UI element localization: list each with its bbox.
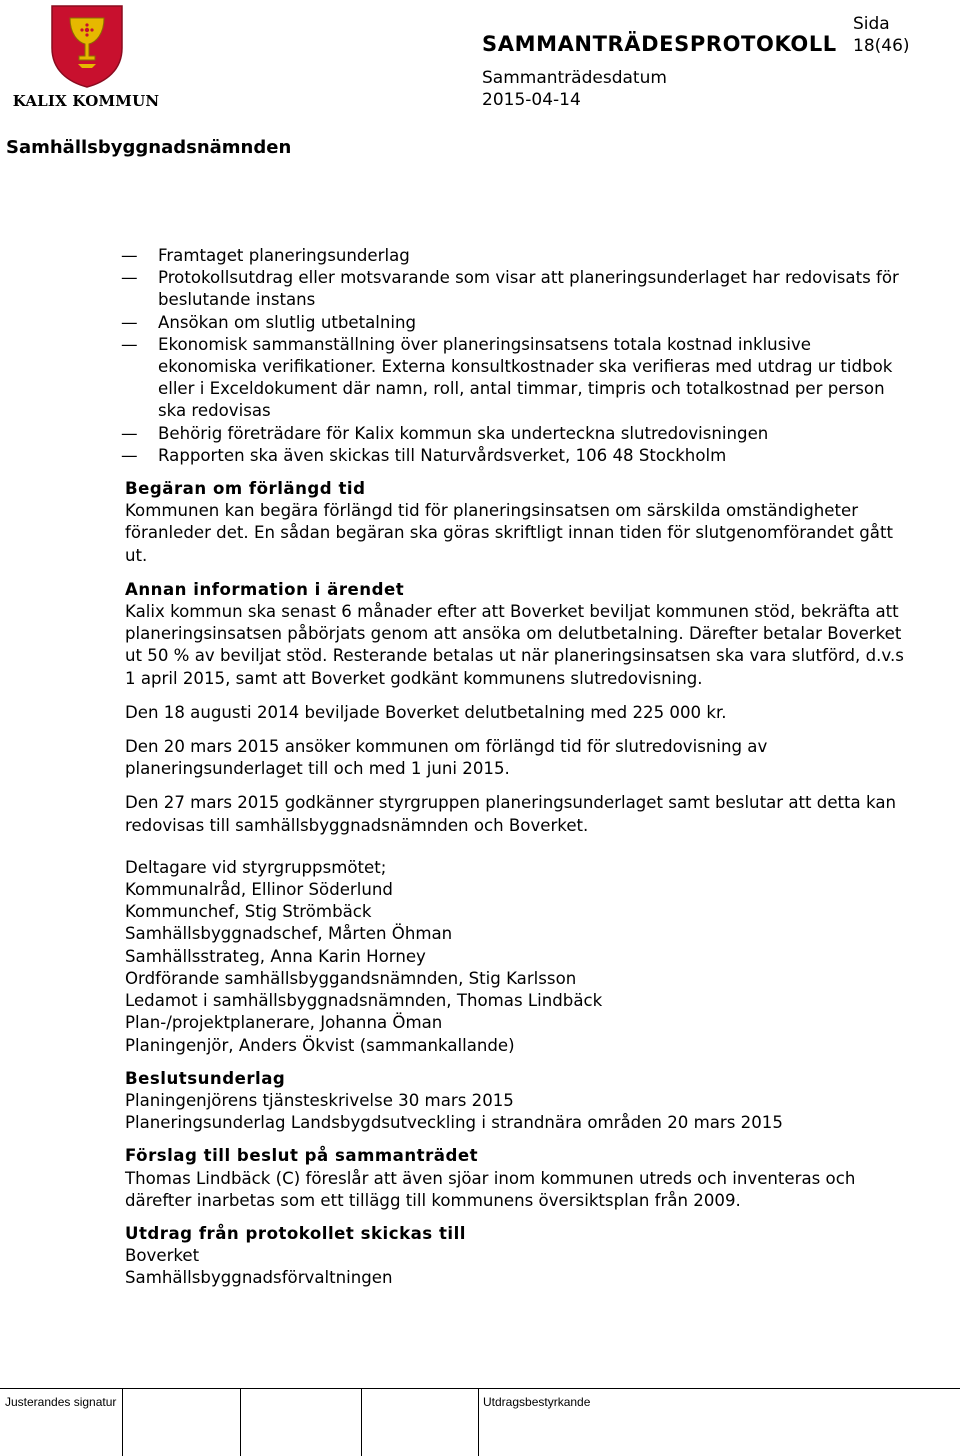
department-name: Samhällsbyggnadsnämnden	[6, 137, 292, 158]
signature-footer	[0, 1388, 960, 1456]
signature-label: Justerandes signatur	[5, 1395, 117, 1409]
divider	[240, 1389, 241, 1456]
page-number: 18(46)	[853, 36, 910, 56]
list-item: — Protokollsutdrag eller motsvarande som visar att planeringsunderlaget har redovisats för beslutande instans	[158, 267, 915, 311]
paragraph: Den 18 augusti 2014 beviljade Boverket delutbetalning med 225 000 kr.	[125, 702, 727, 722]
list-item: Kommunalråd, Ellinor Söderlund	[125, 880, 393, 900]
requirements-list	[158, 245, 915, 467]
list-item: Kommunchef, Stig Strömbäck	[125, 902, 372, 922]
section-heading: Utdrag från protokollet skickas till	[125, 1223, 466, 1243]
list-item: Planingenjörens tjänsteskrivelse 30 mars 2015	[125, 1090, 514, 1110]
paragraph: Kommunen kan begära förlängd tid för planeringsinsatsen om särskilda omständigheter föranleder det. En sådan begäran ska göras skriftligt innan tiden för slutgenomförandet gått ut.	[125, 501, 893, 565]
section-heading: Beslutsunderlag	[125, 1068, 286, 1088]
participants-intro: Deltagare vid styrgruppsmötet;	[125, 857, 387, 877]
list-item: Samhällsstrateg, Anna Karin Horney	[125, 946, 426, 966]
paragraph: Kalix kommun ska senast 6 månader efter att Boverket beviljat kommunen stöd, bekräfta att planeringsinsatsen påbörjats genom att ansöka om delutbetalning. Därefter betalar Boverket ut 50 % av beviljat stöd. Resterande betalas ut när planeringsinsatsen ska vara slutförd, d.v.s 1 april 2015, samt att Boverket godkänt kommunens slutredovisning.	[125, 602, 904, 688]
list-item: — Behörig företrädare för Kalix kommun ska underteckna slutredovisningen	[158, 423, 915, 445]
list-item: Samhällsbyggnadsförvaltningen	[125, 1268, 393, 1288]
list-item: Samhällsbyggnadschef, Mårten Öhman	[125, 924, 453, 944]
list-item: Planingenjör, Anders Ökvist (sammankallande)	[125, 1035, 515, 1055]
municipality-logo	[12, 4, 160, 112]
document-title: SAMMANTRÄDESPROTOKOLL	[482, 32, 837, 56]
list-item: — Ansökan om slutlig utbetalning	[158, 312, 915, 334]
divider	[478, 1389, 479, 1456]
list-item: Ordförande samhällsbyggandsnämnden, Stig Karlsson	[125, 968, 577, 988]
paragraph: Den 27 mars 2015 godkänner styrgruppen planeringsunderlaget samt beslutar att detta kan redovisas till samhällsbyggnadsnämnden och Boverket.	[125, 793, 897, 835]
section-heading: Annan information i ärendet	[125, 579, 405, 599]
logo-text: KALIX KOMMUN	[12, 92, 160, 110]
list-item: — Framtaget planeringsunderlag	[158, 245, 915, 267]
list-item: — Rapporten ska även skickas till Naturvårdsverket, 106 48 Stockholm	[158, 445, 915, 467]
section-heading: Förslag till beslut på sammanträdet	[125, 1146, 479, 1166]
coat-of-arms-icon	[48, 4, 126, 88]
certification-label: Utdragsbestyrkande	[483, 1395, 591, 1409]
paragraph: Den 20 mars 2015 ansöker kommunen om förlängd tid för slutredovisning av planeringsunderlaget till och med 1 juni 2015.	[125, 737, 768, 779]
list-item: Planeringsunderlag Landsbygdsutveckling i strandnära områden 20 mars 2015	[125, 1113, 783, 1133]
divider	[122, 1389, 123, 1456]
list-item: Plan-/projektplanerare, Johanna Öman	[125, 1013, 443, 1033]
list-item: Boverket	[125, 1246, 200, 1266]
meeting-date: 2015-04-14	[482, 90, 581, 110]
list-item: — Ekonomisk sammanställning över planeringsinsatsens totala kostnad inklusive ekonomiska verifikationer. Externa konsultkostnader ska verifieras med utdrag ur tidbok eller i Exceldokument där namn, roll, antal timmar, timpris och totalkostnad per person ska redovisas	[158, 334, 915, 423]
paragraph: Thomas Lindbäck (C) föreslår att även sjöar inom kommunen utreds och inventeras och därefter inarbetas som ett tillägg till kommunens översiktsplan från 2009.	[125, 1168, 856, 1210]
document-body	[125, 245, 915, 1290]
list-item: Ledamot i samhällsbyggnadsnämnden, Thomas Lindbäck	[125, 991, 603, 1011]
divider	[361, 1389, 362, 1456]
page-label: Sida	[853, 14, 890, 34]
section-heading: Begäran om förlängd tid	[125, 479, 366, 499]
meeting-date-label: Sammanträdesdatum	[482, 68, 667, 88]
participants-list	[125, 879, 915, 1057]
